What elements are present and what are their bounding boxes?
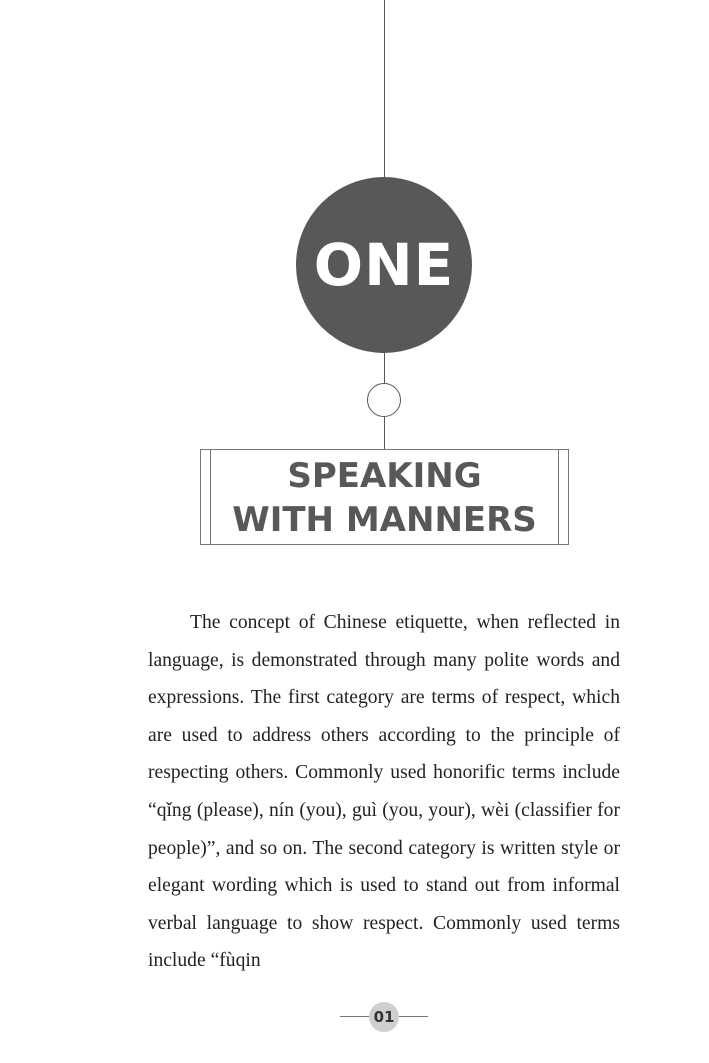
top-connector-line (384, 0, 385, 177)
chapter-title-line-1: SPEAKING (287, 456, 482, 496)
lower-connector-line (384, 417, 385, 449)
chapter-title (201, 454, 568, 542)
page-number: 01 (369, 1002, 399, 1032)
middle-connector-line (384, 353, 385, 383)
chapter-number-circle (296, 177, 472, 353)
connector-ring (367, 383, 401, 417)
chapter-title-frame (200, 449, 569, 545)
page-number-badge (340, 1002, 428, 1032)
chapter-title-line-2: WITH MANNERS (232, 500, 537, 540)
body-paragraph: The concept of Chinese etiquette, when reflected in language, is demonstrated through many polite words and expressions. The first category are terms of respect, which are used to address others according to the principle of respecting others. Commonly used honorific terms include “qǐng (please), nín (you), guì (you, your), wèi (classifier for people)”, and so on. The second category is written style or elegant wording which is used to stand out from informal verbal language to show respect. Commonly used terms include “fùqin (148, 612, 620, 972)
chapter-number: ONE (313, 231, 455, 299)
